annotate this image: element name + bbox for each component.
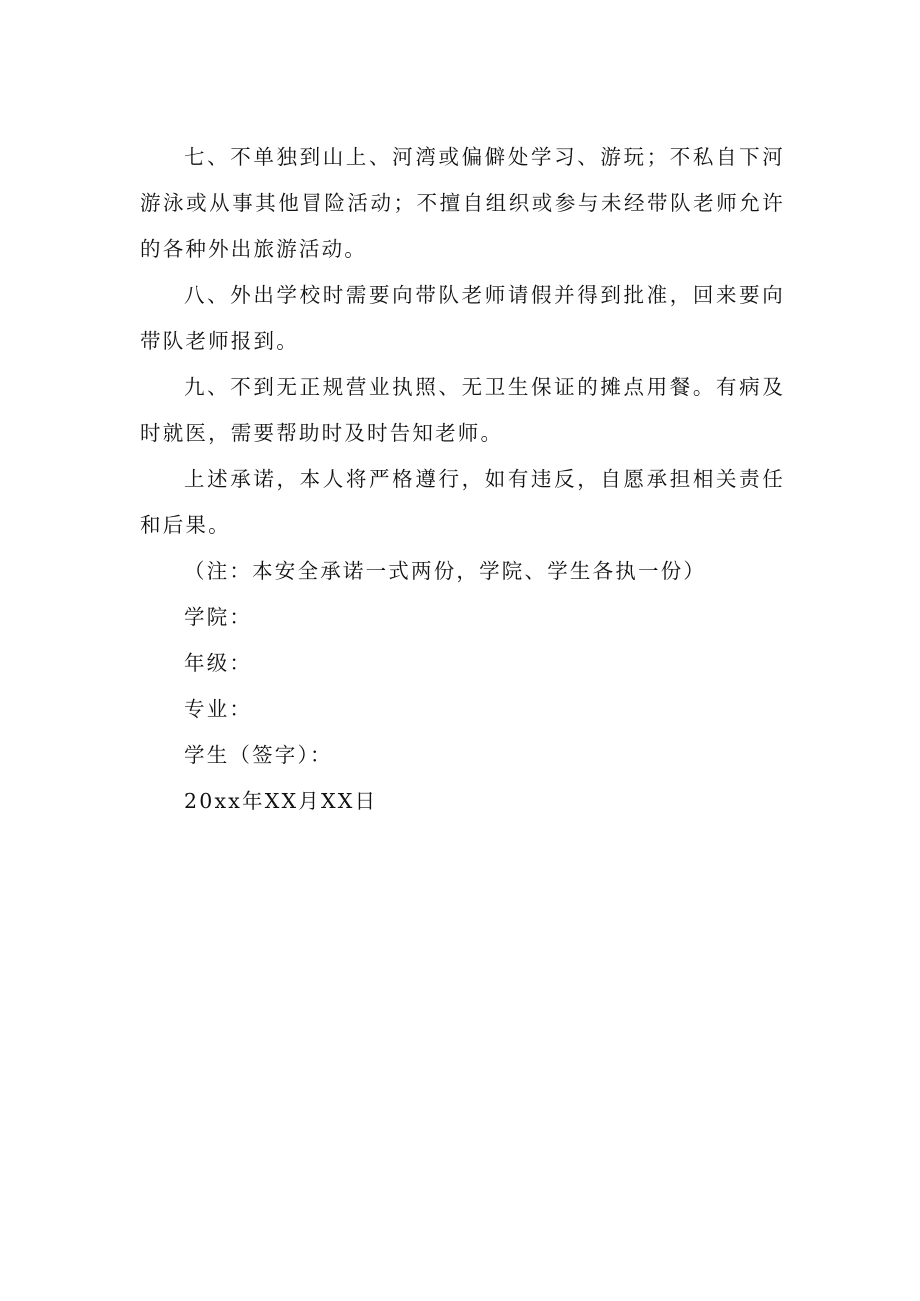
document-body	[140, 134, 785, 824]
clause-seven: 七、不单独到山上、河湾或偏僻处学习、游玩；不私自下河游泳或从事其他冒险活动；不擅自组织或参与未经带队老师允许的各种外出旅游活动。	[140, 145, 785, 261]
clause-eight: 八、外出学校时需要向带队老师请假并得到批准，回来要向带队老师报到。	[140, 283, 785, 353]
college-field-label: 学院：	[184, 605, 253, 629]
major-field-label: 专业：	[184, 697, 253, 721]
clause-nine: 九、不到无正规营业执照、无卫生保证的摊点用餐。有病及时就医，需要帮助时及时告知老师。	[140, 375, 785, 445]
grade-field-label: 年级：	[184, 651, 253, 675]
copies-note: （注：本安全承诺一式两份，学院、学生各执一份）	[184, 559, 707, 583]
commitment-statement: 上述承诺，本人将严格遵行，如有违反，自愿承担相关责任和后果。	[140, 467, 785, 537]
signing-date: 20xx年XX月XX日	[184, 789, 378, 813]
student-signature-label: 学生（签字）：	[184, 743, 333, 767]
